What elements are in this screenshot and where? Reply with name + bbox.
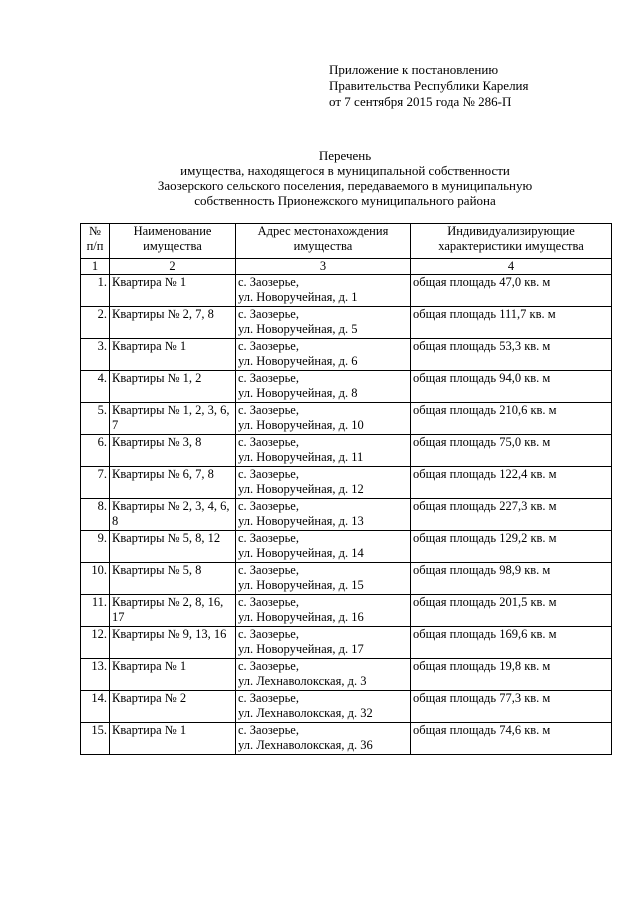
row-number: 3. [81,339,110,371]
table-row [81,435,612,467]
property-characteristics: общая площадь 111,7 кв. м [411,307,612,339]
column-number: 3 [236,259,411,275]
property-name: Квартира № 1 [110,723,236,755]
title-line: Перечень [318,148,372,163]
property-table [80,223,612,755]
address-street: ул. Новоручейная, д. 5 [238,322,358,336]
table-row [81,563,612,595]
header-characteristics: Индивидуализирующие характеристики имущества [411,224,612,259]
property-address [236,339,411,371]
property-characteristics: общая площадь 98,9 кв. м [411,563,612,595]
row-number: 14. [81,691,110,723]
property-address [236,563,411,595]
row-number: 15. [81,723,110,755]
property-characteristics: общая площадь 201,5 кв. м [411,595,612,627]
column-number: 2 [110,259,236,275]
property-address [236,307,411,339]
title-line: собственность Прионежского муниципального района [194,193,496,208]
address-settlement: с. Заозерье, [238,531,299,545]
appendix-line: Приложение к постановлению [329,62,499,77]
address-settlement: с. Заозерье, [238,659,299,673]
property-address [236,435,411,467]
appendix-line: Правительства Республики Карелия [329,78,529,93]
property-characteristics: общая площадь 94,0 кв. м [411,371,612,403]
property-address [236,499,411,531]
address-settlement: с. Заозерье, [238,563,299,577]
table-row [81,371,612,403]
property-address [236,467,411,499]
property-name: Квартира № 2 [110,691,236,723]
address-settlement: с. Заозерье, [238,435,299,449]
property-characteristics: общая площадь 75,0 кв. м [411,435,612,467]
appendix-line: от 7 сентября 2015 года № 286-П [329,94,512,109]
property-address [236,659,411,691]
property-address [236,595,411,627]
property-address [236,627,411,659]
property-name: Квартиры № 9, 13, 16 [110,627,236,659]
table-row [81,627,612,659]
header-num: № п/п [81,224,110,259]
address-settlement: с. Заозерье, [238,275,299,289]
table-row [81,467,612,499]
property-characteristics: общая площадь 47,0 кв. м [411,275,612,307]
property-characteristics: общая площадь 227,3 кв. м [411,499,612,531]
row-number: 13. [81,659,110,691]
address-settlement: с. Заозерье, [238,499,299,513]
table-body [81,275,612,755]
property-name: Квартиры № 6, 7, 8 [110,467,236,499]
address-street: ул. Лехнаволокская, д. 36 [238,738,373,752]
property-name: Квартира № 1 [110,659,236,691]
row-number: 2. [81,307,110,339]
address-street: ул. Новоручейная, д. 1 [238,290,358,304]
table-row [81,403,612,435]
address-settlement: с. Заозерье, [238,723,299,737]
property-name: Квартиры № 2, 8, 16, 17 [110,595,236,627]
property-characteristics: общая площадь 122,4 кв. м [411,467,612,499]
property-name: Квартиры № 1, 2 [110,371,236,403]
property-name: Квартира № 1 [110,275,236,307]
column-number-row [81,259,612,275]
property-characteristics: общая площадь 169,6 кв. м [411,627,612,659]
property-name: Квартиры № 2, 3, 4, 6, 8 [110,499,236,531]
property-address [236,691,411,723]
address-street: ул. Новоручейная, д. 11 [238,450,364,464]
address-street: ул. Лехнаволокская, д. 3 [238,674,367,688]
header-name: Наименование имущества [110,224,236,259]
row-number: 10. [81,563,110,595]
address-street: ул. Новоручейная, д. 8 [238,386,358,400]
property-address [236,371,411,403]
table-row [81,339,612,371]
property-address [236,531,411,563]
table-row [81,723,612,755]
address-street: ул. Новоручейная, д. 14 [238,546,364,560]
address-street: ул. Новоручейная, д. 17 [238,642,364,656]
title-line: имущества, находящегося в муниципальной собственности [180,163,510,178]
property-address [236,403,411,435]
row-number: 8. [81,499,110,531]
property-characteristics: общая площадь 19,8 кв. м [411,659,612,691]
property-name: Квартиры № 1, 2, 3, 6, 7 [110,403,236,435]
table-row [81,275,612,307]
address-street: ул. Новоручейная, д. 16 [238,610,364,624]
address-settlement: с. Заозерье, [238,403,299,417]
address-street: ул. Новоручейная, д. 6 [238,354,358,368]
row-number: 5. [81,403,110,435]
property-characteristics: общая площадь 129,2 кв. м [411,531,612,563]
table-row [81,691,612,723]
address-street: ул. Новоручейная, д. 10 [238,418,364,432]
property-characteristics: общая площадь 53,3 кв. м [411,339,612,371]
column-number: 1 [81,259,110,275]
row-number: 12. [81,627,110,659]
address-street: ул. Лехнаволокская, д. 32 [238,706,373,720]
table-row [81,595,612,627]
property-characteristics: общая площадь 77,3 кв. м [411,691,612,723]
row-number: 9. [81,531,110,563]
table-header-row [81,224,612,259]
row-number: 11. [81,595,110,627]
property-address [236,723,411,755]
header-address: Адрес местонахождения имущества [236,224,411,259]
property-characteristics: общая площадь 74,6 кв. м [411,723,612,755]
appendix-block [329,62,529,110]
property-name: Квартиры № 3, 8 [110,435,236,467]
table-row [81,659,612,691]
property-address [236,275,411,307]
address-settlement: с. Заозерье, [238,691,299,705]
table-row [81,499,612,531]
row-number: 4. [81,371,110,403]
address-street: ул. Новоручейная, д. 15 [238,578,364,592]
address-settlement: с. Заозерье, [238,467,299,481]
property-name: Квартиры № 5, 8, 12 [110,531,236,563]
address-settlement: с. Заозерье, [238,371,299,385]
row-number: 7. [81,467,110,499]
property-name: Квартиры № 2, 7, 8 [110,307,236,339]
document-title [80,148,610,208]
table-row [81,531,612,563]
column-number: 4 [411,259,612,275]
address-settlement: с. Заозерье, [238,595,299,609]
property-name: Квартира № 1 [110,339,236,371]
address-street: ул. Новоручейная, д. 12 [238,482,364,496]
row-number: 6. [81,435,110,467]
property-characteristics: общая площадь 210,6 кв. м [411,403,612,435]
address-settlement: с. Заозерье, [238,627,299,641]
table-row [81,307,612,339]
address-street: ул. Новоручейная, д. 13 [238,514,364,528]
row-number: 1. [81,275,110,307]
title-line: Заозерского сельского поселения, передаваемого в муниципальную [157,178,533,193]
address-settlement: с. Заозерье, [238,307,299,321]
property-name: Квартиры № 5, 8 [110,563,236,595]
address-settlement: с. Заозерье, [238,339,299,353]
